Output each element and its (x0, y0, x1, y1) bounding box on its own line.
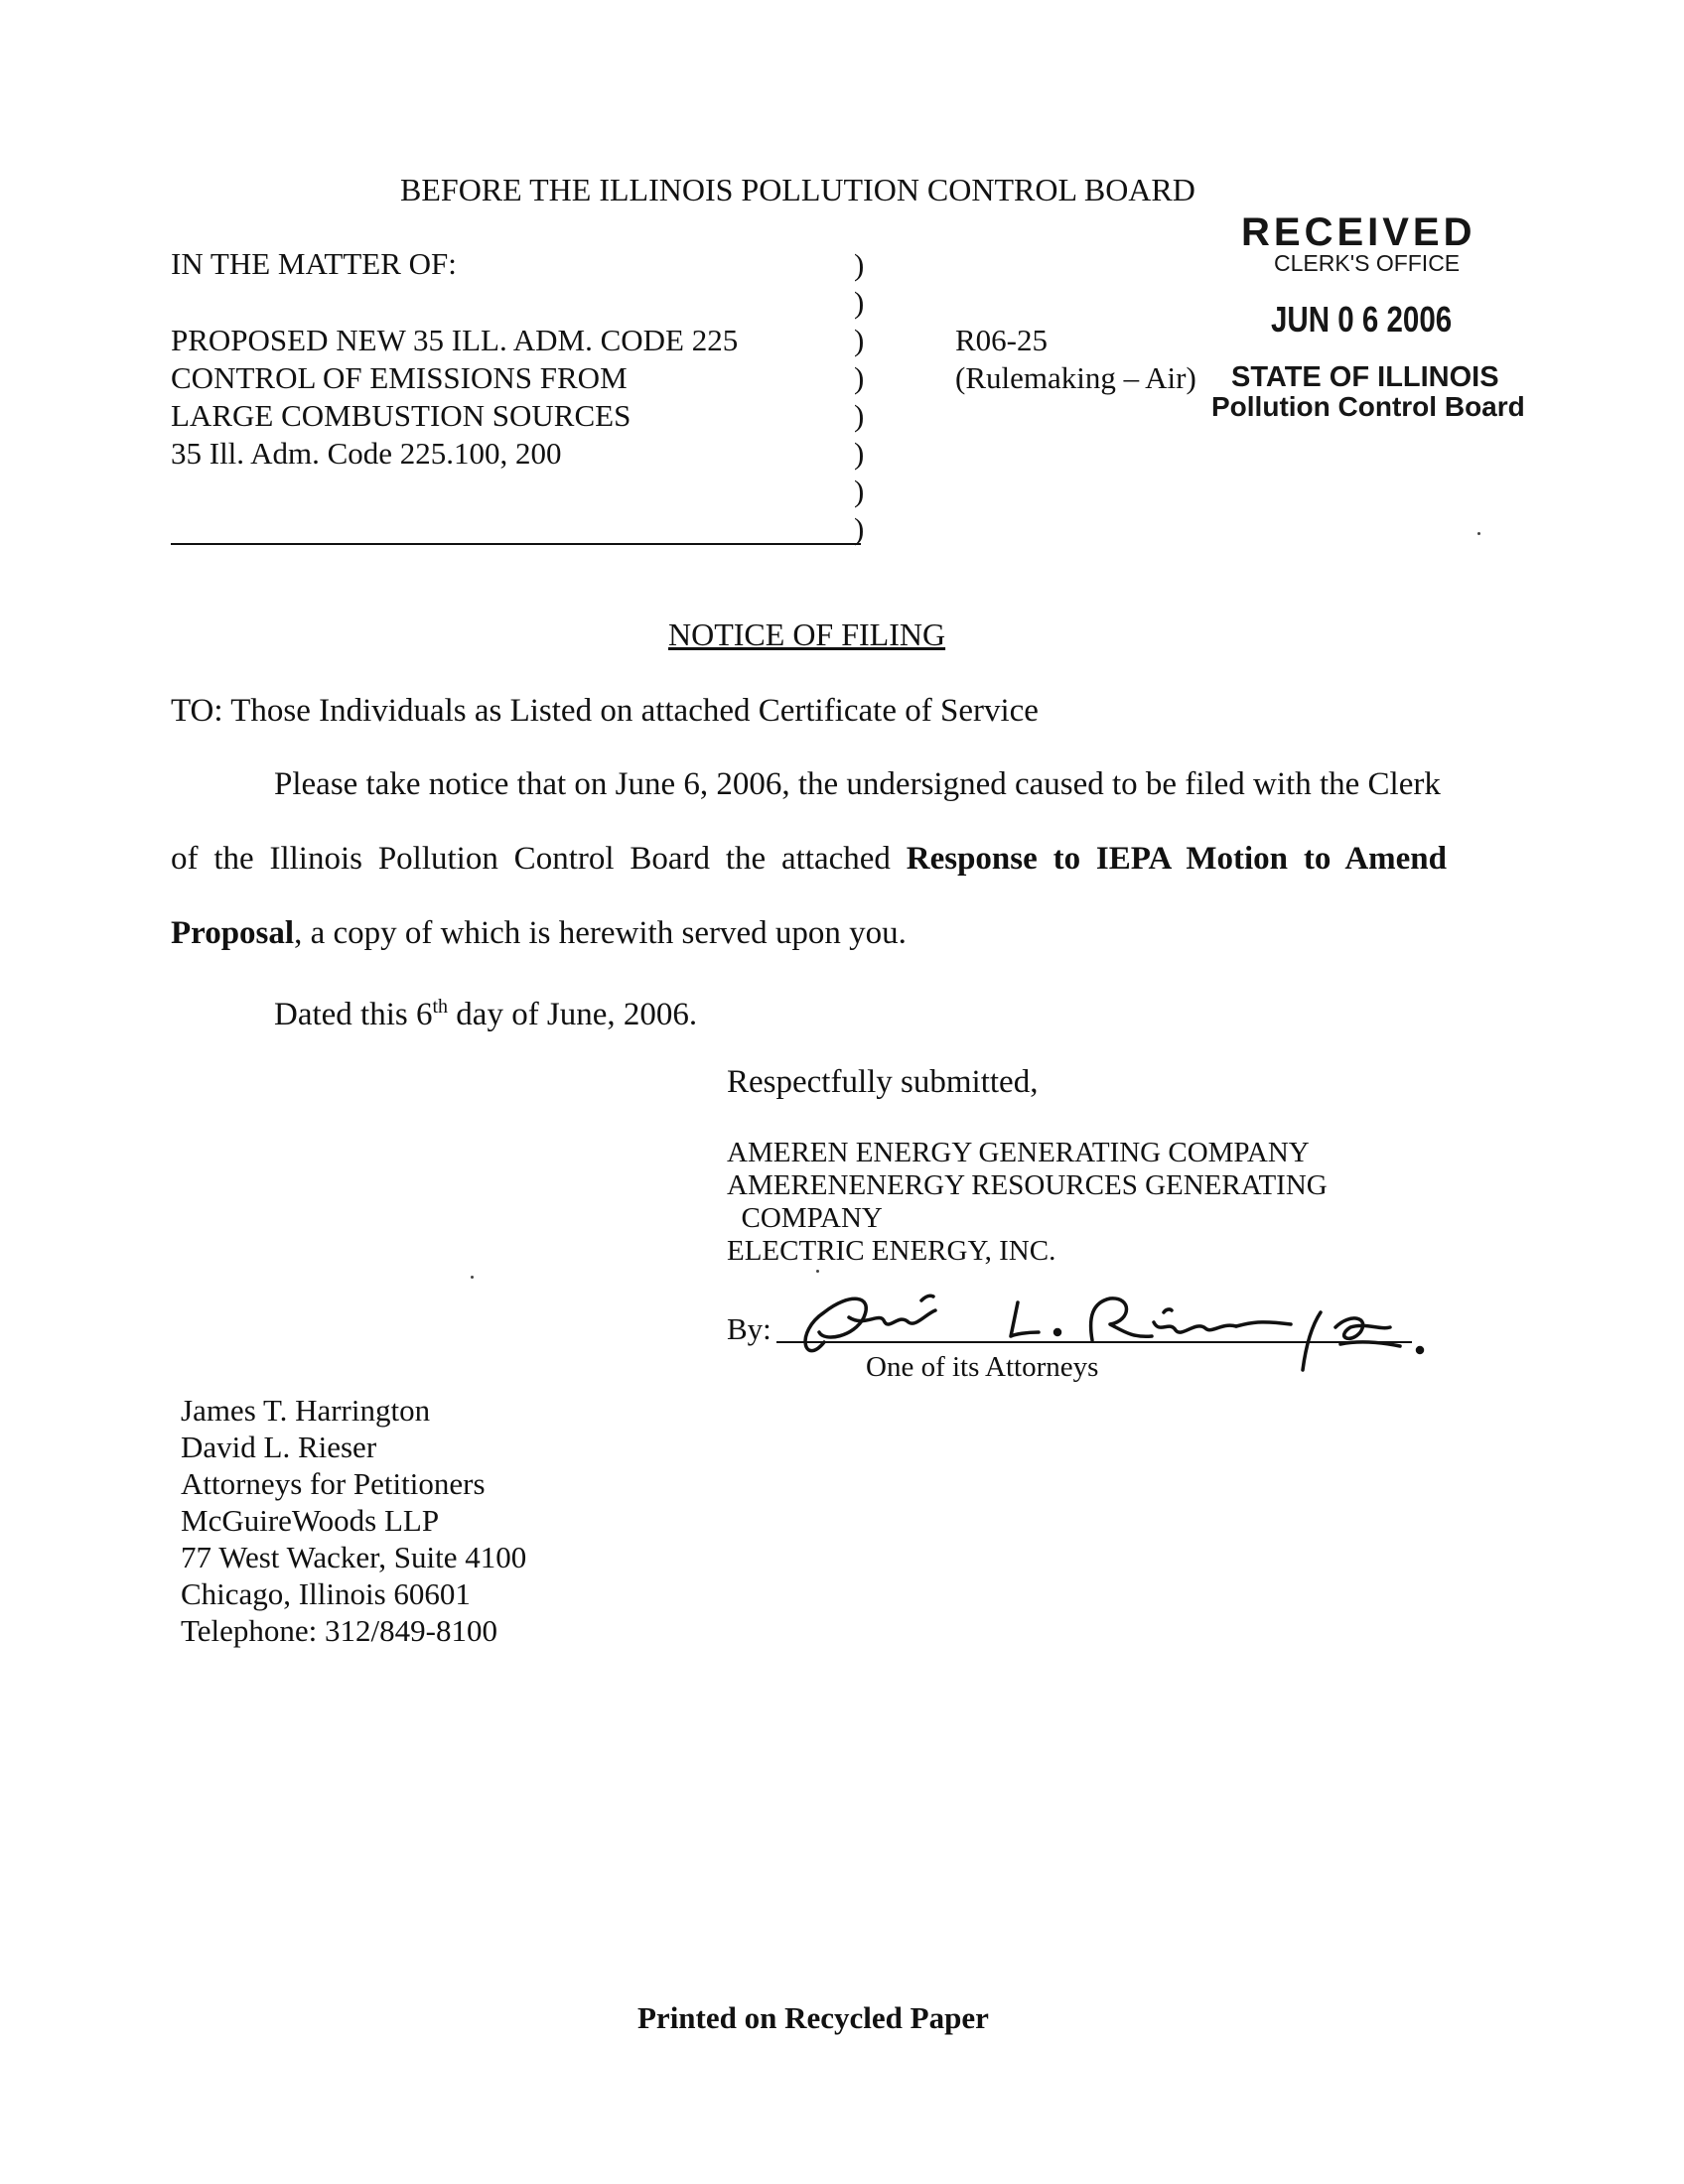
company-list (727, 1137, 1328, 1268)
board-title: BEFORE THE ILLINOIS POLLUTION CONTROL BOARD (400, 172, 1195, 207)
closing: Respectfully submitted, (727, 1064, 1039, 1100)
address-line: Chicago, Illinois 60601 (181, 1576, 471, 1611)
docket-type: (Rulemaking – Air) (955, 360, 1196, 395)
company-line: ELECTRIC ENERGY, INC. (727, 1235, 1056, 1267)
caption-line: LARGE COMBUSTION SOURCES (171, 398, 632, 433)
received-stamp-office: CLERK'S OFFICE (1274, 250, 1461, 276)
company-line: COMPANY (727, 1202, 883, 1234)
in-the-matter: IN THE MATTER OF: (171, 246, 457, 281)
attorney-address (181, 1392, 526, 1649)
docket-number: R06-25 (955, 323, 1048, 357)
caption-parentheses: ) ) ) ) ) ) ) ) (854, 247, 865, 546)
notice-recipients: TO: Those Individuals as Listed on attached Certificate of Service (171, 693, 1039, 729)
caption-line: PROPOSED NEW 35 ILL. ADM. CODE 225 (171, 323, 739, 357)
caption-line: 35 Ill. Adm. Code 225.100, 200 (171, 436, 562, 471)
received-stamp-state: STATE OF ILLINOIS (1231, 361, 1499, 393)
address-line: McGuireWoods LLP (181, 1503, 440, 1538)
scan-speck (1477, 532, 1480, 535)
by-label: By: (727, 1311, 772, 1346)
signer-role: One of its Attorneys (866, 1351, 1099, 1383)
caption-title-block (171, 322, 738, 473)
address-line: David L. Rieser (181, 1430, 377, 1464)
caption-line: CONTROL OF EMISSIONS FROM (171, 360, 628, 395)
scan-speck (471, 1276, 474, 1279)
dated-line: Dated this 6th day of June, 2006. (274, 996, 698, 1032)
company-line: AMERENENERGY RESOURCES GENERATING (727, 1169, 1328, 1201)
scan-speck (816, 1270, 819, 1273)
notice-paragraph-line: of the Illinois Pollution Control Board the attached Response to IEPA Motion to Amend (171, 841, 1448, 877)
caption-rule (171, 543, 861, 545)
address-line: 77 West Wacker, Suite 4100 (181, 1540, 527, 1574)
company-line: AMEREN ENERGY GENERATING COMPANY (727, 1137, 1310, 1168)
recycled-paper-note: Printed on Recycled Paper (637, 2000, 989, 2035)
notice-heading: NOTICE OF FILING (668, 616, 946, 652)
notice-paragraph-line: Proposal, a copy of which is herewith served upon you. (171, 915, 907, 951)
address-line: Telephone: 312/849-8100 (181, 1613, 497, 1648)
notice-paragraph-line: Please take notice that on June 6, 2006, the undersigned caused to be filed with the Clerk (274, 766, 1441, 802)
received-stamp-title: RECEIVED (1241, 210, 1476, 254)
received-stamp-board: Pollution Control Board (1211, 391, 1525, 422)
received-stamp-date: JUN 0 6 2006 (1271, 299, 1453, 340)
address-line: Attorneys for Petitioners (181, 1466, 486, 1501)
address-line: James T. Harrington (181, 1393, 431, 1428)
